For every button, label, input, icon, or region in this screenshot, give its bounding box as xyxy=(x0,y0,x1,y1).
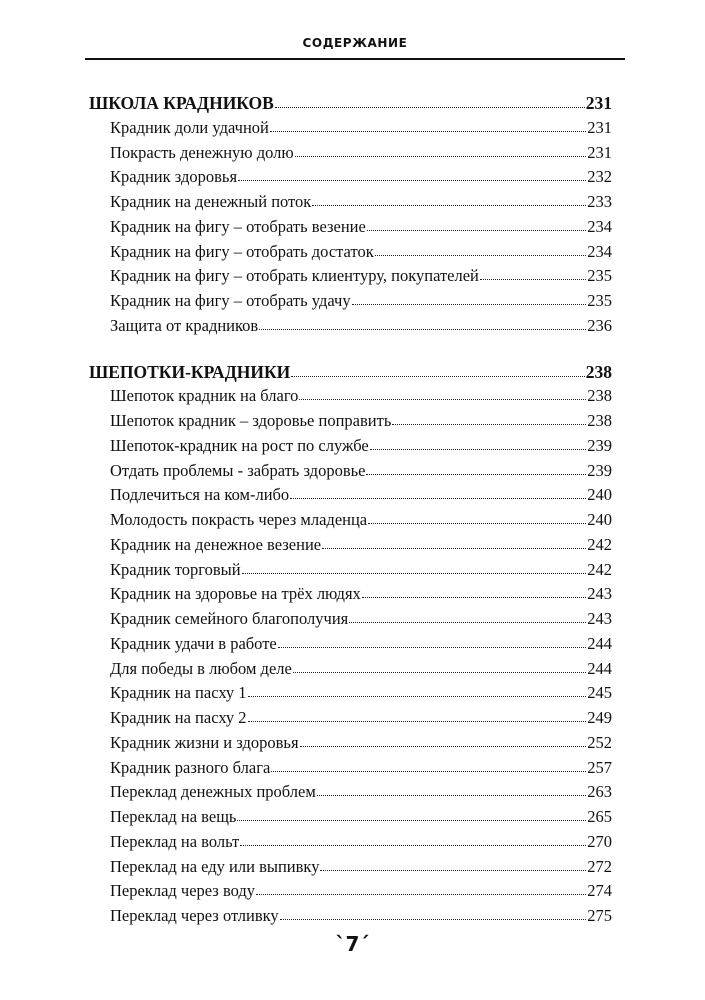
toc-entry-page: 238 xyxy=(587,411,612,430)
dot-leader xyxy=(312,205,586,206)
dot-leader xyxy=(295,156,587,157)
toc-entry-title: Переклад через воду xyxy=(110,881,256,901)
toc-entry-title: Для победы в любом деле xyxy=(110,658,292,678)
toc-entry[interactable] xyxy=(89,508,612,533)
toc-entry-page: 242 xyxy=(587,559,612,579)
toc-section-page: 231 xyxy=(585,93,612,113)
dot-leader xyxy=(392,424,586,425)
toc-entry[interactable] xyxy=(89,190,612,215)
toc-entry-title: Крадник на фигу – отобрать удачу xyxy=(110,291,351,310)
dot-leader xyxy=(293,672,586,673)
toc-section-title: ШЕПОТКИ-КРАДНИКИ xyxy=(89,361,291,382)
dot-leader xyxy=(278,647,587,648)
toc-entry-title: Крадник разного блага xyxy=(110,757,271,777)
toc-entry-page: 275 xyxy=(587,906,612,925)
dot-leader xyxy=(352,304,587,305)
toc-entry[interactable] xyxy=(89,215,612,240)
dot-leader xyxy=(317,795,586,796)
toc-entry-title: Крадник торговый xyxy=(110,559,241,579)
toc-entry-title: Крадник на денежное везение xyxy=(110,534,322,554)
toc-entry-page: 249 xyxy=(587,708,612,727)
dot-leader xyxy=(368,523,586,524)
toc-entry[interactable] xyxy=(89,632,612,657)
toc-entry-title: Крадник жизни и здоровья xyxy=(110,732,299,752)
header-rule xyxy=(85,58,625,60)
toc-entry[interactable] xyxy=(89,805,612,830)
toc-section-heading[interactable] xyxy=(89,360,612,385)
toc-entry[interactable] xyxy=(89,264,612,289)
toc-entry[interactable] xyxy=(89,706,612,731)
dot-leader xyxy=(248,696,587,697)
dot-leader xyxy=(362,597,586,598)
dot-leader xyxy=(275,107,585,108)
toc-entry-page: 233 xyxy=(587,192,612,211)
toc-entry-page: 232 xyxy=(587,167,612,187)
toc-entry-page: 240 xyxy=(587,485,612,505)
toc-entry[interactable] xyxy=(89,879,612,904)
toc-entry[interactable] xyxy=(89,409,612,434)
dot-leader xyxy=(248,721,587,722)
toc-entry-title: Защита от крадников xyxy=(110,315,259,335)
table-of-contents xyxy=(89,91,612,929)
toc-entry[interactable] xyxy=(89,681,612,706)
toc-entry-title: Крадник на пасху 2 xyxy=(110,708,247,727)
toc-entry-title: Крадник на фигу – отобрать везение xyxy=(110,216,366,236)
dot-leader xyxy=(291,376,584,377)
dot-leader xyxy=(367,230,586,231)
toc-entry-page: 236 xyxy=(587,315,612,335)
toc-entry[interactable] xyxy=(89,483,612,508)
toc-entry-page: 239 xyxy=(587,435,612,455)
dot-leader xyxy=(259,329,586,330)
dot-leader xyxy=(237,820,586,821)
toc-entry-page: 252 xyxy=(587,732,612,752)
toc-entry-page: 265 xyxy=(587,807,612,826)
dot-leader xyxy=(270,131,586,132)
toc-entry-page: 240 xyxy=(587,510,612,529)
toc-entry-page: 270 xyxy=(587,831,612,851)
toc-entry[interactable] xyxy=(89,904,612,929)
toc-entry-title: Крадник на фигу – отобрать достаток xyxy=(110,241,374,261)
toc-entry-page: 244 xyxy=(587,658,612,678)
toc-section-title: ШКОЛА КРАДНИКОВ xyxy=(89,93,274,113)
toc-entry-page: 257 xyxy=(587,757,612,777)
toc-entry-title: Шепоток-крадник на рост по службе xyxy=(110,435,369,455)
toc-entry-page: 234 xyxy=(587,241,612,261)
dot-leader xyxy=(240,845,586,846)
toc-entry-title: Переклад на еду или выпивку xyxy=(110,856,320,876)
toc-section-heading[interactable] xyxy=(89,91,612,116)
toc-entry-page: 243 xyxy=(587,584,612,604)
dot-leader xyxy=(370,449,587,450)
toc-entry[interactable] xyxy=(89,855,612,880)
toc-entry-page: 231 xyxy=(587,117,612,137)
toc-entry[interactable] xyxy=(89,607,612,632)
toc-entry[interactable] xyxy=(89,240,612,265)
toc-entry-title: Переклад на вольт xyxy=(110,831,240,851)
dot-leader xyxy=(242,573,587,574)
dot-leader xyxy=(300,746,587,747)
toc-entry-page: 238 xyxy=(587,386,612,406)
toc-entry-title: Шепоток крадник – здоровье поправить xyxy=(110,411,392,430)
toc-entry-title: Крадник на здоровье на трёх людях xyxy=(110,584,361,604)
toc-entry-title: Крадник на фигу – отобрать клиентуру, покупателей xyxy=(110,266,479,286)
toc-entry-page: 274 xyxy=(587,881,612,901)
toc-entry-page: 235 xyxy=(587,266,612,286)
toc-entry-page: 239 xyxy=(587,460,612,480)
dot-leader xyxy=(271,771,586,772)
toc-entry-title: Шепоток крадник на благо xyxy=(110,386,299,406)
toc-entry-page: 242 xyxy=(587,534,612,554)
toc-entry[interactable] xyxy=(89,384,612,409)
toc-entry-title: Крадник здоровья xyxy=(110,167,238,187)
toc-entry-page: 243 xyxy=(587,609,612,628)
toc-entry-title: Крадник удачи в работе xyxy=(110,633,277,653)
dot-leader xyxy=(256,894,586,895)
toc-entry[interactable] xyxy=(89,756,612,781)
toc-entry-title: Молодость покрасть через младенца xyxy=(110,510,368,529)
toc-entry[interactable] xyxy=(89,314,612,339)
toc-entry[interactable] xyxy=(89,731,612,756)
toc-entry[interactable] xyxy=(89,582,612,607)
toc-entry-title: Крадник на денежный поток xyxy=(110,192,312,211)
toc-entry[interactable] xyxy=(89,116,612,141)
toc-entry-page: 244 xyxy=(587,633,612,653)
toc-entry-title: Переклад на вещь xyxy=(110,807,237,826)
dot-leader xyxy=(299,399,586,400)
toc-entry-title: Крадник на пасху 1 xyxy=(110,683,247,703)
toc-entry-page: 272 xyxy=(587,856,612,876)
toc-entry[interactable] xyxy=(89,780,612,805)
toc-entry-page: 231 xyxy=(587,142,612,162)
dot-leader xyxy=(320,870,586,871)
page-number: `7´ xyxy=(335,932,370,956)
toc-entry-title: Переклад денежных проблем xyxy=(110,782,316,802)
toc-entry-title: Отдать проблемы - забрать здоровье xyxy=(110,460,366,480)
toc-section-page: 238 xyxy=(585,361,612,382)
running-header: СОДЕРЖАНИЕ xyxy=(302,36,408,50)
dot-leader xyxy=(349,622,586,623)
toc-entry[interactable] xyxy=(89,434,612,459)
toc-entry-title: Покрасть денежную долю xyxy=(110,142,294,162)
dot-leader xyxy=(322,548,586,549)
dot-leader xyxy=(238,180,586,181)
toc-entry[interactable] xyxy=(89,533,612,558)
dot-leader xyxy=(375,255,587,256)
toc-entry[interactable] xyxy=(89,165,612,190)
toc-entry-title: Крадник семейного благополучия xyxy=(110,609,349,628)
toc-entry[interactable] xyxy=(89,459,612,484)
toc-entry-page: 263 xyxy=(587,782,612,802)
dot-leader xyxy=(290,498,586,499)
dot-leader xyxy=(280,919,587,920)
toc-entry-title: Крадник доли удачной xyxy=(110,117,269,137)
toc-entry[interactable] xyxy=(89,657,612,682)
toc-entry[interactable] xyxy=(89,830,612,855)
toc-entry-page: 245 xyxy=(587,683,612,703)
toc-entry-title: Переклад через отливку xyxy=(110,906,279,925)
dot-leader xyxy=(366,474,586,475)
toc-entry-page: 234 xyxy=(587,216,612,236)
toc-entry-title: Подлечиться на ком-либо xyxy=(110,485,290,505)
toc-entry-page: 235 xyxy=(587,291,612,310)
toc-entry[interactable] xyxy=(89,141,612,166)
toc-entry[interactable] xyxy=(89,558,612,583)
toc-entry[interactable] xyxy=(89,289,612,314)
dot-leader xyxy=(480,279,586,280)
